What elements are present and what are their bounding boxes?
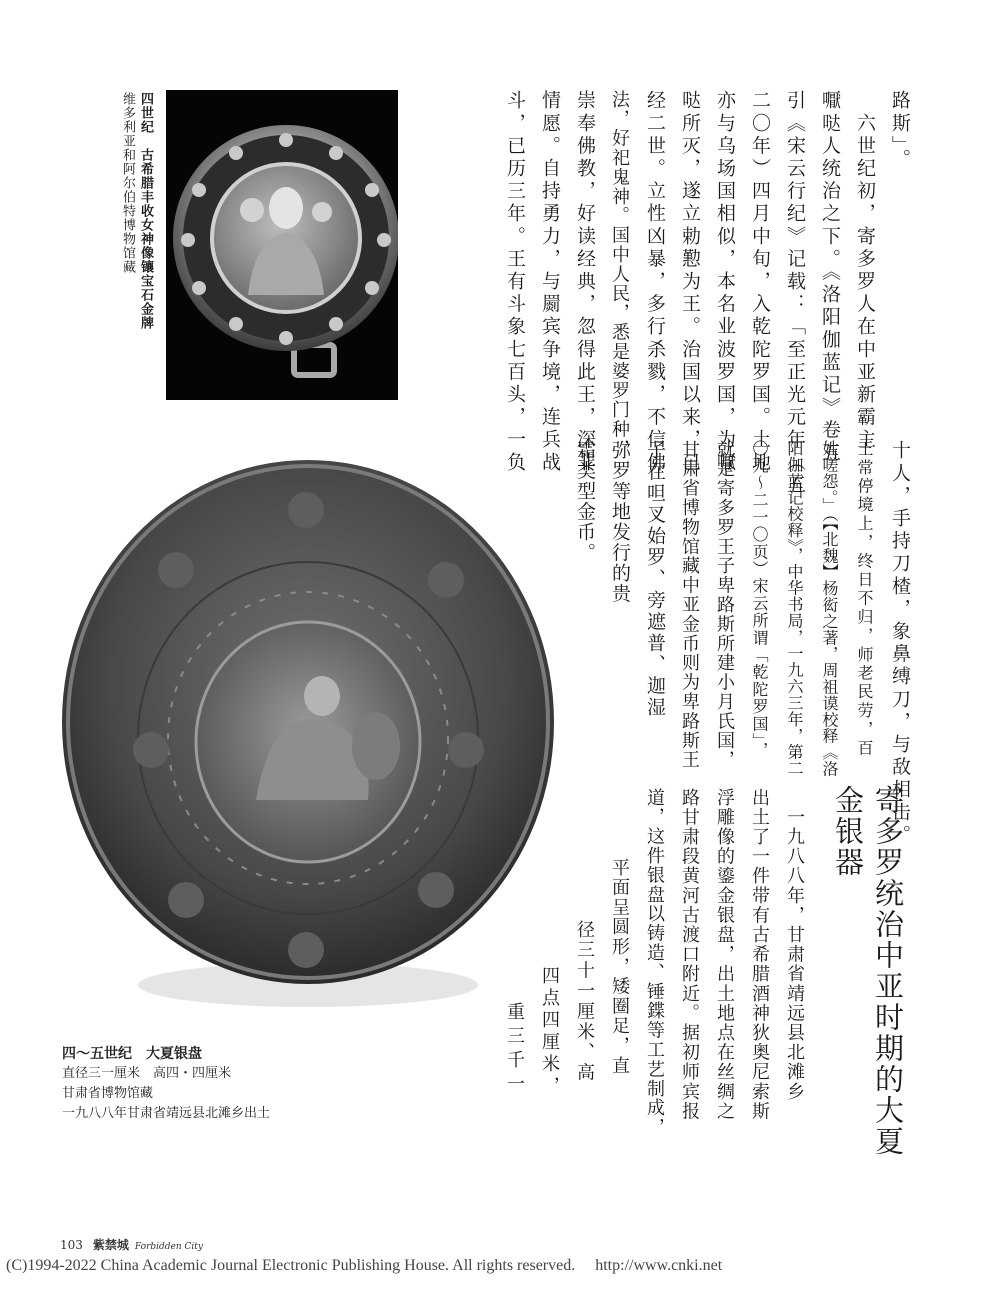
section-heading-line-2: 金银器 [831,785,865,878]
page-footer [60,1236,203,1253]
page-number: 103 [60,1238,83,1252]
mid-text-col-5: 〇九～二一〇页）宋云所谓「乾陀罗国」， [750,440,769,759]
mid-text-col-4: 阳伽蓝记校释》，中华书局，一九六三年，第二 [785,440,804,777]
top-text-col-1: 路斯」。 [889,90,911,171]
mid-text-col-2: 王常停境上，终日不归，师老民劳，百 [855,440,874,758]
mid-text-col-7: 甘肃省博物馆藏中亚金币则为卑路斯王 [679,440,700,770]
mid-text-col-1: 十人，手持刀楂，象鼻缚刀，与敌相击。 [889,440,911,847]
top-text-col-10: 崇奉佛教，好读经典，忽得此王，深非 [574,90,596,475]
bottom-text-col-2: 出土了一件带有古希腊酒神狄奥尼索斯 [749,788,770,1122]
copyright-notice: (C)1994-2022 China Academic Journal Electronic Publishing House. All rights reserved. http://www.cnki.net [6,1257,723,1274]
top-text-col-11: 情愿。自持勇力，与罽宾争境，连兵战 [539,90,561,475]
journal-name-en: Forbidden City [134,1242,204,1252]
bottom-text-col-8: 四点四厘米， [539,966,560,1098]
top-text-col-2: 六世纪初，寄多罗人在中亚新霸主 [854,90,876,452]
gold-medal-illustration [166,90,398,400]
top-text-col-3: 嚈哒人统治之下。《洛阳伽蓝记》卷五 [819,90,841,465]
top-text-col-7: 哒所灭，遂立勅懃为王。治国以来，已 [679,90,701,475]
gold-medal-photo [166,90,398,400]
plate-caption-dimensions: 直径三一厘米 高四・四厘米 [62,1066,232,1081]
top-text-col-6: 亦与乌场国相似，本名业波罗国，为嚈 [714,90,736,475]
journal-name: 紫禁城 [92,1238,129,1252]
mid-text-col-10: 霜类型金币。 [574,440,596,563]
mid-text-col-9: 弥罗等地发行的贵 [609,440,631,604]
plate-caption-origin: 一九八八年甘肃省靖远县北滩乡出土 [62,1106,271,1121]
top-text-col-8: 经二世。立性凶暴，多行杀戮，不信佛 [644,90,666,475]
bottom-text-col-3: 浮雕像的鎏金银盘，出土地点在丝绸之 [714,788,735,1122]
bottom-text-col-4: 路甘肃段黄河古渡口附近。据初师宾报 [679,788,700,1122]
top-text-col-5: 二〇年）四月中旬，入乾陀罗国。土地 [749,90,771,475]
top-text-col-9: 法，好祀鬼神。国中人民，悉是婆罗门种， [609,90,630,459]
plate-caption-museum: 甘肃省博物馆藏 [62,1086,154,1101]
bottom-text-col-5: 道，这件银盘以铸造、锤鍱等工艺制成， [644,788,665,1138]
bottom-text-col-6: 平面呈圆形，矮圈足，直 [609,858,630,1076]
mid-text-col-8: 子在呾叉始罗、旁遮普、迦湿 [644,440,666,719]
plate-caption-title: 四～五世纪 大夏银盘 [62,1046,202,1062]
silver-plate-photo [56,420,556,1020]
bottom-text-col-7: 径三十一厘米、高 [574,920,595,1084]
section-heading-line-1: 寄多罗统治中亚时期的大夏 [871,785,905,1157]
plate-caption [62,1044,270,1124]
bottom-text-col-1: 一九八八年，甘肃省靖远县北滩乡 [784,788,805,1102]
mid-text-col-3: 姓嗟怨。」（【北魏】杨衒之著，周祖谟校释《洛 [820,440,839,777]
medal-caption-title: 四世纪 古希腊丰收女神像镶宝石金牌 [138,92,153,330]
medal-caption-museum: 维多利亚和阿尔伯特博物馆藏 [120,92,135,274]
top-text-col-4: 引《宋云行纪》记载：「至正光元年（五 [784,90,806,497]
top-text-col-12: 斗，已历三年。王有斗象七百头，一负 [504,90,526,475]
bottom-text-col-9: 重三千一 [504,1002,525,1098]
mid-text-col-6: 就是寄多罗王子卑路斯所建小月氏国， [714,440,735,770]
silver-plate-illustration [56,420,556,1020]
